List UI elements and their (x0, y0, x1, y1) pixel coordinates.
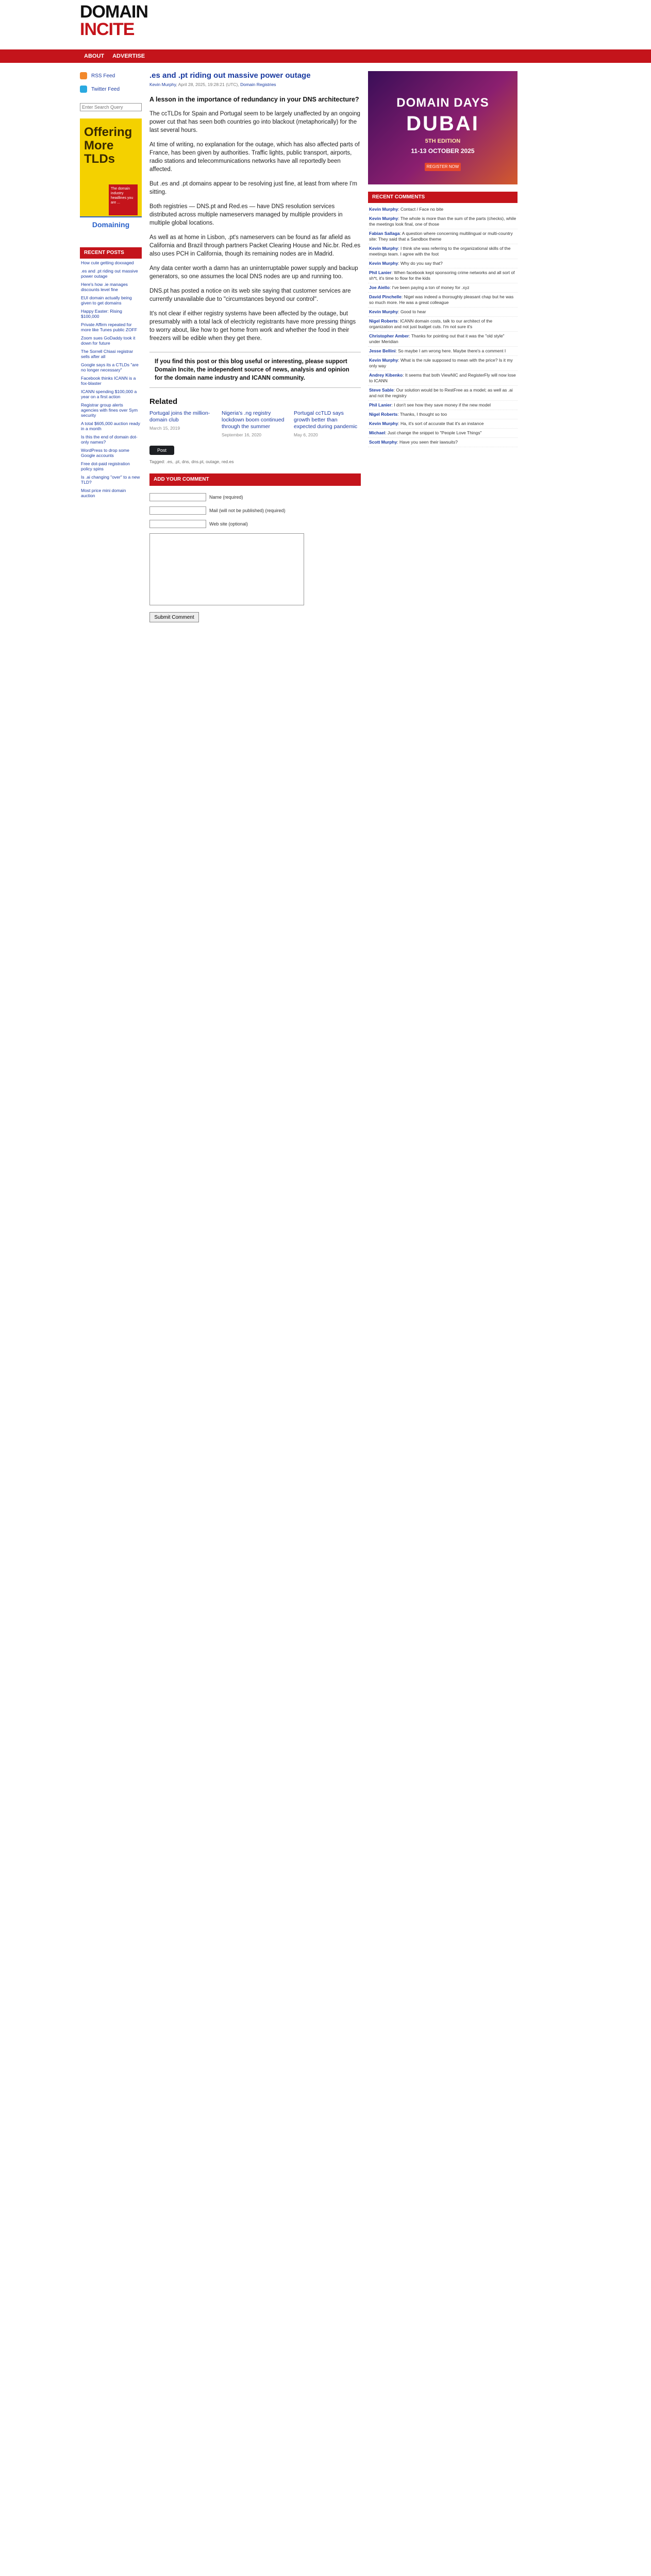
comment-author[interactable]: Kevin Murphy (369, 261, 398, 266)
search-input[interactable] (80, 103, 142, 111)
submit-comment-button[interactable]: Submit Comment (149, 612, 199, 622)
recent-comment[interactable]: Nigel Roberts: Thanks, I thought so too (368, 410, 518, 419)
ad-brand: Domaining (80, 216, 142, 232)
site-logo[interactable] (80, 3, 147, 42)
comment-text: I've been paying a ton of money for .xyz (392, 285, 470, 290)
comment-author[interactable]: Scott Murphy (369, 439, 397, 445)
recent-post-link[interactable]: Google says its a CTLDs "are no longer necessary" (81, 362, 139, 372)
recent-post-link[interactable]: Is .ai changing "over" to a new TLD? (81, 474, 140, 485)
comment-author[interactable]: Nigel Roberts (369, 412, 398, 417)
comment-author[interactable]: David Pinchelle (369, 294, 402, 299)
recent-post-link[interactable]: WordPress to drop some Google accounts (81, 448, 129, 458)
comment-text: Our solution would be to RestFree as a model; as well as .ai and not the registry (369, 387, 513, 398)
tweet-button[interactable]: Post (149, 446, 174, 455)
comment-author[interactable]: Phil Lanier (369, 270, 392, 275)
post-body (149, 110, 361, 343)
post-date: April 28, 2025, 19:28:21 (UTC) (178, 82, 238, 87)
recent-comment[interactable]: Kevin Murphy: Why do you say that? (368, 259, 518, 268)
post-paragraph: Any data center worth a damn has an uninterruptable power supply and backup generators, so one assumes the local DNS nodes are up and running too. (149, 265, 358, 280)
comment-text: Ha, it's sort of accurate that it's an instance (400, 421, 484, 426)
post-category-link[interactable]: Domain Registries (240, 82, 276, 87)
comment-author[interactable]: Kevin Murphy (369, 309, 398, 314)
ad-headline: Offering More TLDs (84, 125, 132, 166)
logo-line-2: INCITE (80, 20, 135, 39)
twitter-feed-link[interactable] (80, 84, 142, 94)
comment-textarea[interactable] (149, 533, 304, 605)
recent-comment[interactable]: Kevin Murphy: The whole is more than the sum of the parts (checks), while the meetings look final, one of those (368, 214, 518, 229)
comment-website-label: Web site (optional) (209, 521, 248, 527)
recent-comment[interactable]: Joe Aiello: I've been paying a ton of money for .xyz (368, 283, 518, 293)
comment-text: A question where concerning multilingual or multi-country site: They said that a Sandbox theme (369, 231, 513, 242)
comment-text: So maybe I am wrong here. Maybe there's a comment I (398, 348, 506, 353)
comment-author[interactable]: Steve Sable (369, 387, 394, 393)
recent-comment[interactable]: Fabian Sallaga: A question where concerning multilingual or multi-country site: They said that a Sandbox theme (368, 229, 518, 244)
related-heading: Related (149, 397, 178, 406)
ad-title: DOMAIN DAYS (396, 96, 489, 110)
article (149, 71, 361, 622)
comment-author[interactable]: Kevin Murphy (369, 246, 398, 251)
comment-text: Have you seen their lawsuits? (399, 439, 458, 445)
recent-posts-heading: RECENT POSTS (80, 247, 142, 259)
rss-feed-label: RSS Feed (91, 73, 115, 79)
related-post-title[interactable]: Portugal ccTLD says growth better than expected during pandemic (294, 410, 358, 430)
related-posts (149, 410, 361, 437)
comment-text: Why do you say that? (400, 261, 443, 266)
comment-author[interactable]: Kevin Murphy (369, 216, 398, 221)
comment-name-field[interactable] (149, 493, 206, 501)
twitter-feed-label: Twitter Feed (91, 86, 120, 92)
nav-item-about[interactable]: ABOUT (84, 53, 105, 59)
recent-comment[interactable]: Jesse Bellini: So maybe I am wrong here. Maybe there's a comment I (368, 347, 518, 356)
related-post-title[interactable]: Nigeria's .ng registry lockdown boom continued through the summer (222, 410, 285, 430)
post-meta: Kevin Murphy, April 28, 2025, 19:28:21 (UTC), Domain Registries (149, 82, 276, 87)
post-paragraph: At time of writing, no explanation for the outage, which has also affected parts of France, has been given by authorities. Traffic lights, public transport, airports, radio stations and telecommunications networks have all reportedly been affected. (149, 142, 360, 173)
nav-item-advertise[interactable]: ADVERTISE (112, 53, 145, 59)
related-post-date: September 16, 2020 (222, 432, 262, 437)
post-tags: Tagged: .es, .pt, dns, dns.pt, outage, red.es (149, 459, 234, 464)
comment-name-label: Name (required) (209, 495, 243, 500)
recent-post-link[interactable]: How cute getting doxxaged (81, 260, 134, 265)
comment-author[interactable]: Christopher Amber (369, 333, 409, 338)
main-nav (0, 49, 651, 63)
recent-posts-list (80, 259, 142, 500)
related-post[interactable] (222, 410, 287, 437)
comment-text: I don't see how they save money if the new model (394, 402, 491, 408)
recent-post-link[interactable]: Is this the end of domain dot-only names? (81, 434, 138, 445)
recent-post-link[interactable]: The Sorrell Chiasi registrar sells after all (81, 349, 133, 359)
right-sidebar (368, 71, 518, 447)
recent-post-link[interactable]: Private Affirm repeated for more like Tunes public ZOFF (81, 322, 138, 332)
related-post-date: May 6, 2020 (294, 432, 318, 437)
recent-comment[interactable]: Andrey Kibenko: It seems that both ViewNIC and RegisterFly will now lose to ICANN (368, 371, 518, 386)
comment-author[interactable]: Michael (369, 430, 386, 435)
post-paragraph: It's not clear if either registry systems have been affected by the outage, but presumably with a total lack of electricity registrants have more pressing things to worry about, like how to get home from work and whether the food in their freezers will be edible when they get there. (149, 311, 356, 342)
recent-post-link[interactable]: Happy Easter: Rising $100,000 (81, 309, 122, 319)
comment-text: What is the rule supposed to mean with the price? Is it my only way (369, 358, 513, 368)
site-header (0, 0, 651, 49)
domaining-ad[interactable] (80, 118, 142, 232)
comment-text: It seems that both ViewNIC and RegisterFly will now lose to ICANN (369, 372, 516, 383)
post-author-link[interactable]: Kevin Murphy (149, 82, 176, 87)
comment-email-label: Mail (will not be published) (required) (209, 508, 286, 513)
comment-text: When facebook kept sponsoring crime networks and all sort of sh*t, it's time to flow for the kids (369, 270, 515, 281)
recent-post-link[interactable]: .es and .pt riding out massive power outage (81, 268, 138, 279)
comment-text: Thanks, I thought so too (399, 412, 447, 417)
ad-inset: The domain industry headlines you are ... (109, 184, 138, 215)
comment-form (149, 493, 361, 622)
comment-author[interactable]: Kevin Murphy (369, 358, 398, 363)
comment-text: ICANN domain costs, talk to our architect of the organization and not just budget cuts. I'm not sure it's (369, 318, 493, 329)
recent-comment[interactable]: Kevin Murphy: What is the rule supposed to mean with the price? Is it my only way (368, 356, 518, 371)
post-paragraph: DNS.pt has posted a notice on its web site saying that customer services are currently unavailable due to "circumstances beyond our control". (149, 288, 351, 302)
comment-author[interactable]: Kevin Murphy (369, 207, 398, 212)
recent-comment[interactable]: Kevin Murphy: Good to hear (368, 308, 518, 317)
rss-icon (80, 72, 87, 79)
comment-text: Thanks for pointing out that it was the "old style" under Meridian (369, 333, 505, 344)
recent-comment[interactable]: Michael: Just change the snippet to "People Love Things" (368, 429, 518, 438)
comment-author[interactable]: Joe Aiello (369, 285, 390, 290)
comment-text: Good to hear (400, 309, 426, 314)
post-lede: A lesson in the importance of redundancy in your DNS architecture? (149, 96, 359, 103)
comment-author[interactable]: Fabian Sallaga (369, 231, 400, 236)
comment-author[interactable]: Kevin Murphy (369, 421, 398, 426)
recent-post-link[interactable]: Zoom sues GoDaddy took it down for future (81, 335, 136, 346)
recent-comment[interactable]: Scott Murphy: Have you seen their lawsuits? (368, 438, 518, 447)
comment-text: Contact / Face no bite (400, 207, 444, 212)
comment-author[interactable]: Nigel Roberts (369, 318, 398, 324)
recent-post-link[interactable]: Registrar group alerts agencies with fines over Sym security (81, 402, 138, 418)
ad-register-button[interactable]: REGISTER NOW (425, 163, 461, 171)
ad-city: DUBAI (406, 112, 479, 135)
recent-post-link[interactable]: Facebook thinks ICANN is a fox-blaster (81, 376, 136, 386)
post-paragraph: Both registries — DNS.pt and Red.es — have DNS resolution services distributed across multiple nameservers managed by multiple providers in multiple global locations. (149, 204, 343, 226)
recent-comments-list (368, 205, 518, 447)
related-post-date: March 15, 2019 (149, 426, 180, 431)
comment-text: I think she was referring to the organizational skills of the meetings team. I agree with the foot (369, 246, 511, 257)
post-paragraph: As well as at home in Lisbon, .pt's nameservers can be found as far afield as California and Brazil through partners Packet Clearing House and Nic.br. Red.es also uses PCH in California, though its remaining nodes are in Madrid. (149, 234, 361, 257)
support-promo[interactable]: If you find this post or this blog useful or interesting, please support Domain Incite, the independent source of news, analysis and opinion for the domain name industry and ICANN community. (149, 352, 361, 388)
comment-text: The whole is more than the sum of the parts (checks), while the meetings look final, one of those (369, 216, 516, 227)
rss-feed-link[interactable] (80, 71, 142, 80)
comment-author[interactable]: Phil Lanier (369, 402, 392, 408)
recent-post-link[interactable]: Here's how .ie manages discounts level fine (81, 282, 128, 292)
recent-comment[interactable]: Kevin Murphy: I think she was referring to the organizational skills of the meetings team. I agree with the foot (368, 244, 518, 259)
comment-text: Just change the snippet to "People Love Things" (387, 430, 482, 435)
recent-comment[interactable]: Phil Lanier: I don't see how they save money if the new model (368, 401, 518, 410)
recent-comment[interactable]: Nigel Roberts: ICANN domain costs, talk to our architect of the organization and not just budget cuts. I'm not sure it's (368, 317, 518, 332)
recent-post-link[interactable]: A total $605,000 auction ready in a month (81, 421, 140, 431)
recent-post-link[interactable]: ICANN spending $100,000 a year on a first action (81, 389, 137, 399)
post-paragraph: But .es and .pt domains appear to be resolving just fine, at least from where I'm sitting. (149, 181, 357, 195)
recent-comment[interactable]: David Pinchelle: Nigel was indeed a thoroughly pleasant chap but he was so much more. He was a great colleague (368, 293, 518, 308)
related-post-title[interactable]: Portugal joins the million-domain club (149, 410, 210, 423)
comment-email-field[interactable] (149, 506, 206, 515)
recent-comment[interactable]: Steve Sable: Our solution would be to RestFree as a model; as well as .ai and not the registry (368, 386, 518, 401)
recent-comment[interactable]: Christopher Amber: Thanks for pointing out that it was the "old style" under Meridian (368, 332, 518, 347)
recent-comments-heading: RECENT COMMENTS (368, 192, 518, 203)
logo-line-1: DOMAIN (80, 2, 148, 22)
recent-post-link[interactable]: Most price mini domain auction (81, 488, 126, 498)
ad-edition: 5TH EDITION (425, 138, 461, 144)
related-post[interactable] (149, 410, 214, 437)
recent-comment[interactable]: Kevin Murphy: Contact / Face no bite (368, 205, 518, 214)
comment-author[interactable]: Andrey Kibenko (369, 372, 403, 378)
twitter-icon (80, 86, 87, 93)
comment-website-field[interactable] (149, 520, 206, 528)
related-post[interactable] (294, 410, 359, 437)
left-sidebar (80, 71, 142, 500)
recent-post-link[interactable]: Free dot-paid registration policy spins (81, 461, 130, 471)
recent-comment[interactable]: Phil Lanier: When facebook kept sponsoring crime networks and all sort of sh*t, it's time to flow for the kids (368, 268, 518, 283)
recent-comment[interactable]: Kevin Murphy: Ha, it's sort of accurate that it's an instance (368, 419, 518, 429)
add-comment-heading: ADD YOUR COMMENT (149, 473, 361, 486)
ad-dates: 11-13 OCTOBER 2025 (411, 147, 475, 155)
post-title[interactable]: .es and .pt riding out massive power outage (149, 71, 311, 80)
comment-text: Nigel was indeed a thoroughly pleasant chap but he was so much more. He was a great colleague (369, 294, 514, 305)
comment-author[interactable]: Jesse Bellini (369, 348, 396, 353)
post-paragraph: The ccTLDs for Spain and Portugal seem to be largely unaffected by an ongoing power cut that has seen both countries go into blackout (metaphorically) for the last several hours. (149, 111, 360, 133)
domain-days-ad[interactable] (368, 71, 518, 184)
recent-post-link[interactable]: EUI domain actually being given to get domains (81, 295, 132, 306)
